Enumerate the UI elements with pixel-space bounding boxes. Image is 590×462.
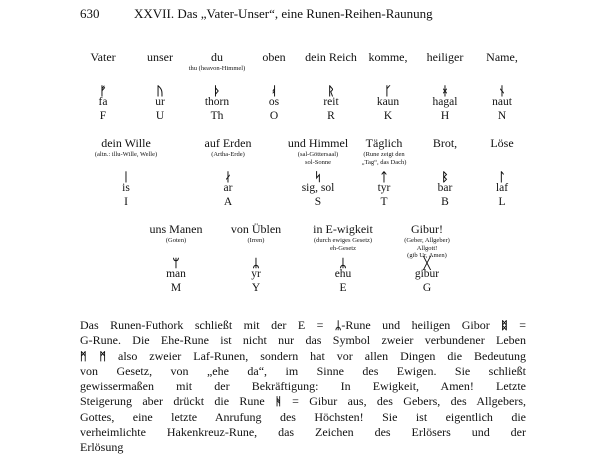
rune-glyph: ᚱ xyxy=(327,84,335,98)
rune-gloss-word: Name, xyxy=(486,50,518,64)
paragraph-line xyxy=(80,410,526,425)
rune-name: is xyxy=(122,182,130,194)
rune-name: ur xyxy=(155,96,165,108)
rune-letter: R xyxy=(327,110,335,122)
page-header xyxy=(0,6,590,26)
rune-gloss-note: (durch ewiges Gesetz) eh-Gesetz xyxy=(313,237,373,252)
rune-glyph: ᛁ xyxy=(122,170,130,184)
rune-name: man xyxy=(166,268,186,280)
paragraph-line xyxy=(80,364,526,379)
rune-gloss-word: heiliger xyxy=(426,50,464,64)
rune-gloss-word: und Himmel xyxy=(287,136,349,150)
inline-rune-symbol: ᛗ ᛗ xyxy=(80,349,107,363)
rune-gloss-word: Gibur! xyxy=(411,222,443,236)
rune-name: laf xyxy=(495,182,509,194)
paragraph-text: = xyxy=(507,318,526,332)
rune-gloss-word: du xyxy=(211,50,223,64)
rune-glyph: ╳ xyxy=(423,256,431,270)
paragraph-line xyxy=(80,379,526,394)
rune-gloss-note: (altn.: illu-Wille, Welle) xyxy=(94,151,158,158)
rune-gloss-word: unser xyxy=(147,50,173,64)
rune-name: tyr xyxy=(377,182,391,194)
rune-gloss-note: (Artha-Erde) xyxy=(211,151,245,158)
rune-gloss-word: dein Reich xyxy=(305,50,357,64)
rune-gloss-note: (sal-Göttersaal) sol-Sonne xyxy=(297,151,339,166)
rune-glyph: ᛅ xyxy=(224,170,232,184)
inline-rune-symbol: ᛦ xyxy=(334,319,342,332)
rune-name: sig, sol xyxy=(301,182,335,194)
rune-glyph: ᚾ xyxy=(498,84,506,98)
rune-gloss-word: komme, xyxy=(368,50,408,64)
rune-gloss-word: in E-wigkeit xyxy=(313,222,373,236)
rune-glyph: ᛘ xyxy=(172,256,180,270)
rune-name: naut xyxy=(492,96,512,108)
rune-letter: O xyxy=(269,110,279,122)
rune-glyph: ᛦ xyxy=(339,256,347,270)
rune-gloss-note: thu (heavon-Himmel) xyxy=(188,65,246,72)
rune-letter: Y xyxy=(251,282,261,294)
paragraph-text: von Gesetz, von „ehe da“, im Sinne des Ewigen. Sie schließt xyxy=(80,363,526,378)
rune-name: hagal xyxy=(432,96,458,108)
rune-glyph: ᛚ xyxy=(498,170,506,184)
rune-letter: E xyxy=(339,282,347,294)
rune-name: yr xyxy=(251,268,261,280)
paragraph-line xyxy=(80,394,526,409)
rune-letter: S xyxy=(314,196,322,208)
rune-gloss-word: dein Wille xyxy=(101,136,151,150)
inline-rune-symbol: ᚻ xyxy=(275,395,282,409)
rune-glyph: ᛦ xyxy=(252,256,260,270)
inline-rune-symbol: ᛥ xyxy=(501,319,508,332)
running-title: XXVII. Das „Vater-Unser“, eine Runen-Reihen-Raunung xyxy=(134,6,433,21)
rune-gloss-note: (Irren) xyxy=(247,237,265,244)
rune-letter: N xyxy=(497,110,507,122)
paragraph-text: Das Runen-Futhork schließt mit der E = xyxy=(80,318,335,332)
rune-letter: A xyxy=(223,196,233,208)
rune-name: ehu xyxy=(334,268,352,280)
rune-letter: B xyxy=(441,196,449,208)
paragraph-text: also zweier Laf-Runen, sondern hat vor allen Dingen die Bedeutung xyxy=(106,348,527,363)
paragraph-text: = Gibur aus, des Gebers, des Allgebers, xyxy=(281,394,526,409)
rune-letter: U xyxy=(155,110,165,122)
rune-letter: K xyxy=(383,110,393,122)
paragraph-text: -Rune und heiligen Gibor xyxy=(341,318,502,332)
paragraph-line xyxy=(80,440,526,455)
paragraph-line xyxy=(80,333,526,348)
rune-gloss-word: Täglich xyxy=(365,136,403,150)
rune-name: gibur xyxy=(414,268,440,280)
paragraph-text: verheimlichte Hakenkreuz-Rune, das Zeichen des Erlösers und der xyxy=(80,425,526,440)
rune-gloss-note: (Rune zeigt den „Tag“, das Dach) xyxy=(361,151,407,166)
rune-glyph: ᚼ xyxy=(441,84,449,98)
rune-gloss-note: (Geber, Allgeber) Allgott! (gib Ur, Amen) xyxy=(404,237,450,259)
rune-gloss-word: auf Erden xyxy=(204,136,252,150)
rune-gloss-word: uns Manen xyxy=(149,222,203,236)
rune-glyph: ᚢ xyxy=(156,84,164,98)
paragraph-text: G-Rune. Die Ehe-Rune ist nicht nur das Symbol zweier verbundener Leben xyxy=(80,333,526,348)
paragraph-text: gewissermaßen mit der Bekräftigung: In Ewigkeit, Amen! Letzte xyxy=(80,379,526,394)
rune-gloss-note: (Goten) xyxy=(165,237,187,244)
rune-letter: M xyxy=(170,282,182,294)
rune-name: os xyxy=(268,96,280,108)
rune-glyph: ᚦ xyxy=(213,84,221,98)
rune-name: fa xyxy=(98,96,108,108)
rune-glyph: ᛋ xyxy=(314,170,322,184)
rune-letter: F xyxy=(99,110,107,122)
rune-glyph: ᚠ xyxy=(99,84,107,98)
rune-gloss-word: Vater xyxy=(90,50,116,64)
body-paragraph xyxy=(80,318,526,456)
rune-name: bar xyxy=(437,182,453,194)
rune-name: kaun xyxy=(376,96,400,108)
rune-name: ar xyxy=(223,182,233,194)
rune-name: thorn xyxy=(204,96,230,108)
paragraph-text: Steigerung aber drückt die Rune xyxy=(80,394,276,409)
rune-gloss-word: Brot, xyxy=(432,136,458,150)
rune-gloss-word: Löse xyxy=(490,136,514,150)
rune-gloss-word: oben xyxy=(262,50,286,64)
rune-name: reit xyxy=(323,96,339,108)
rune-gloss-word: von Üblen xyxy=(230,222,282,236)
rune-letter: Th xyxy=(210,110,224,122)
rune-glyph: ᚮ xyxy=(270,84,278,98)
rune-letter: L xyxy=(498,196,506,208)
paragraph-line xyxy=(80,425,526,440)
paragraph-text: Gottes, eine letzte Anrufung des Höchsten! Sie ist eigentlich die xyxy=(80,409,526,424)
paragraph-line xyxy=(80,318,526,333)
page-number: 630 xyxy=(80,6,100,21)
rune-letter: H xyxy=(440,110,450,122)
rune-letter: G xyxy=(422,282,432,294)
rune-glyph: ᛒ xyxy=(441,170,449,184)
rune-glyph: ᛏ xyxy=(380,170,388,184)
paragraph-text: Erlösung xyxy=(80,440,124,455)
rune-letter: I xyxy=(124,196,128,208)
rune-letter: T xyxy=(380,196,388,208)
paragraph-line xyxy=(80,349,526,364)
rune-glyph: ᚴ xyxy=(384,84,392,98)
